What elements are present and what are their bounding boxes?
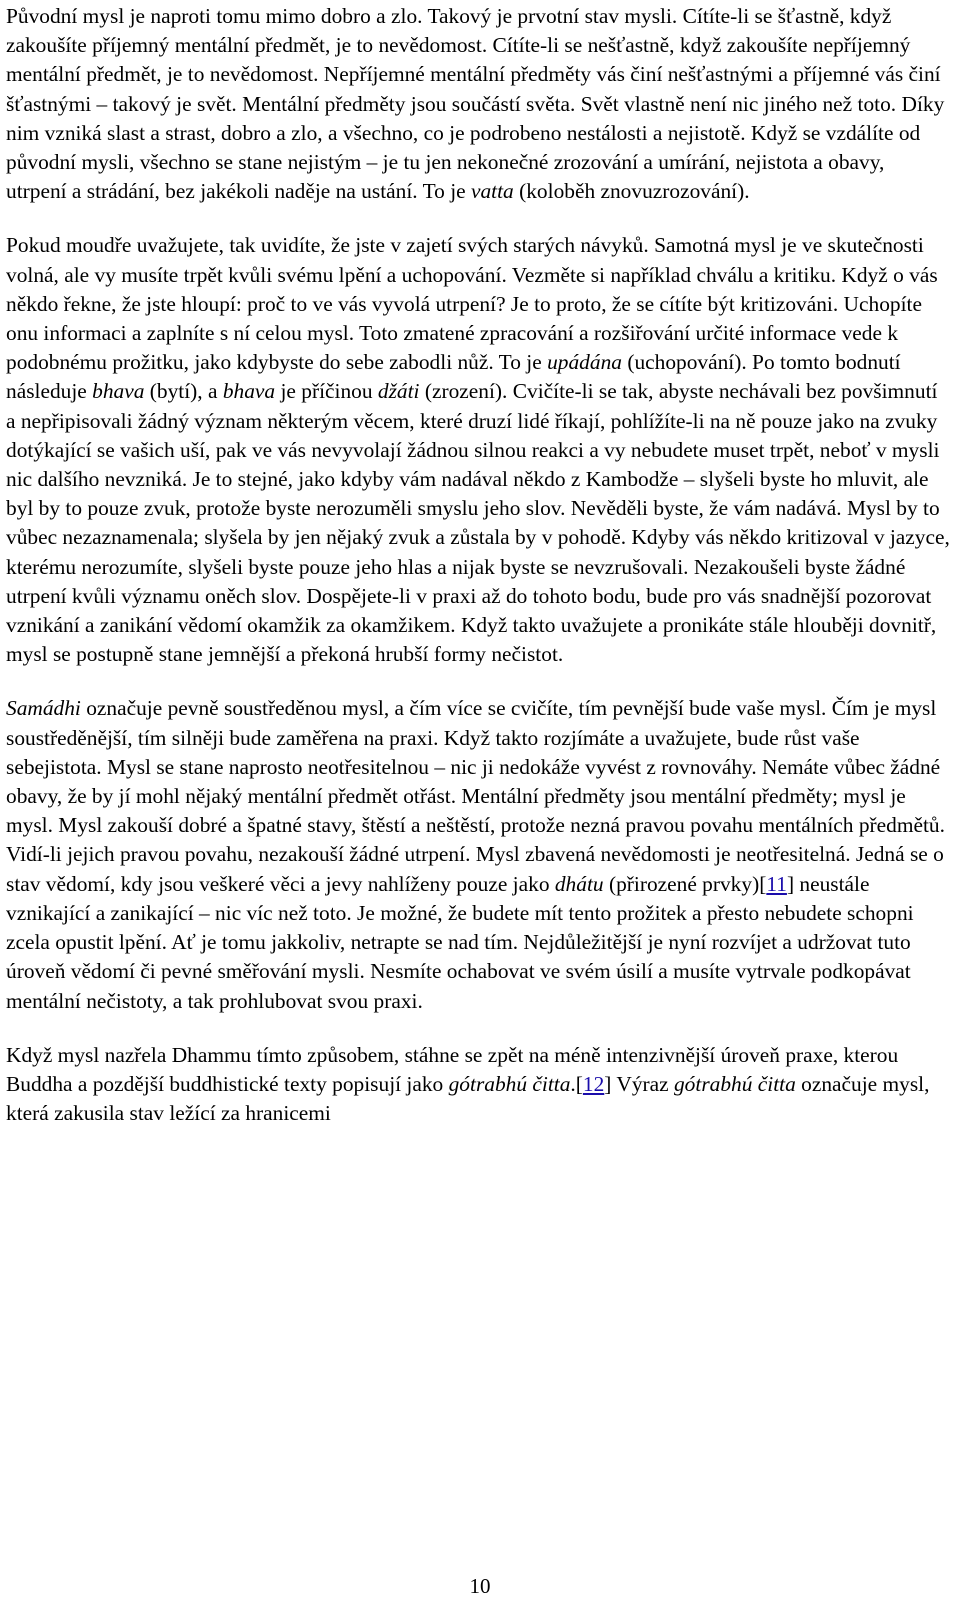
text-run: .[ [570, 1071, 583, 1096]
text-run: Pokud moudře uvažujete, tak uvidíte, že jste v zajetí svých starých návyků. Samotná mysl je ve skutečnosti volná, ale vy musíte trpět kvůli svému lpění a uchopování. Vezměte si například chválu a kritiku. Když o vás někdo řekne, že jste hloupí: proč to ve vás vyvolá utrpení? Je to proto, že se cítíte být kritizováni. Uchopíte onu informaci a zaplníte s ní celou mysl. Toto zmatené zpracování a rozšiřování určité informace vede k podobnému prožitku, jako kdybyste do sebe zabodli nůž. To je [6, 233, 938, 375]
text-run: Původní mysl je naproti tomu mimo dobro a zlo. Takový je prvotní stav mysli. Cítíte-li se šťastně, když zakoušíte příjemný mentální předmět, je to nevědomost. Cítíte-li se nešťastně, když zakoušíte nepříjemný mentální předmět, je to nevědomost. Nepříjemné mentální předměty vás činí nešťastnými a příjemné vás činí šťastnými – takový je svět. Mentální předměty jsou součástí světa. Svět vlastně není nic jiného než toto. Díky nim vzniká slast a strast, dobro a zlo, a všechno, co je podrobeno nestálosti a nejistotě. Když se vzdálíte od původní mysli, všechno se stane nejistým – je tu jen nekonečné zrozování a umírání, nejistota a obavy, utrpení a strádání, bez jakékoli naděje na ustání. To je [6, 4, 945, 204]
text-run: (bytí), a [144, 379, 223, 404]
footnote-link-12[interactable]: 12 [582, 1071, 605, 1096]
text-run: označuje mysl, která zakusila stav ležící za hranicemi [6, 1071, 930, 1126]
italic-term: bhava [222, 379, 276, 404]
italic-term: gótrabhú čitta [673, 1071, 796, 1096]
text-run: ] neustále vznikající a zanikající – nic víc než toto. Je možné, že budete mít tento prožitek a přesto nebudete schopni zcela opustit lpění. Ať je tomu jakkoliv, netrapte se nad tím. Nejdůležitější je nyní rozvíjet a udržovat tuto úroveň vědomí či pevné směřování mysli. Nesmíte ochabovat ve svém úsilí a musíte vytrvale podkopávat mentální nečistoty, a tak prohlubovat svou praxi. [6, 871, 914, 1013]
italic-term: Samádhi [6, 696, 81, 721]
text-run: (zrození). Cvičíte-li se tak, abyste nechávali bez povšimnutí a nepřipisovali žádný význam některým věcem, které druzí lidé říkají, pohlížíte-li na ně pouze jako na zvuky dotýkající se vašich uší, pak ve vás nevyvolají žádnou silnou reakci a vy nebudete muset trpět, neboť v mysli nic dalšího nevzniká. Je to stejné, jako kdyby vám nadával někdo z Kambodže – slyšeli byste ho mluvit, ale byl by to pouze zvuk, protože byste nerozuměli smyslu jeho slov. Nevěděli byste, že vám nadává. Mysl by to vůbec nezaznamenala; slyšela by jen nějaký zvuk a zůstala by v pohodě. Kdyby vás někdo kritizoval v jazyce, kterému nerozumíte, slyšeli byste pouze jeho hlas a nijak byste se nevzrušovali. Nezakoušeli byste žádné utrpení kvůli významu oněch slov. Dospějete-li v praxi až do tohoto bodu, bude pro vás snadnější pozorovat vznikání a zanikání vědomí okamžik za okamžikem. Když takto uvažujete a pronikáte stále hlouběji dovnitř, mysl se postupně stane jemnější a překoná hrubší formy nečistot. [6, 379, 950, 667]
text-run: Když mysl nazřela Dhammu tímto způsobem, stáhne se zpět na méně intenzivnější úroveň praxe, kterou Buddha a pozdější buddhistické texty popisují jako [6, 1042, 899, 1096]
italic-term: dhátu [554, 871, 604, 896]
page-number: 10 [469, 1574, 491, 1598]
italic-term: upádána [547, 350, 622, 375]
text-run: ] Výraz [604, 1071, 674, 1096]
footnote-link-11[interactable]: 11 [766, 871, 787, 896]
italic-term: džáti [377, 379, 420, 404]
text-run: označuje pevně soustředěnou mysl, a čím více se cvičíte, tím pevnější bude vaše mysl. Čím je mysl soustředěnější, tím silněji bude zaměřena na praxi. Když takto rozjímáte a uvažujete, bude růst vaše sebejistota. Mysl se stane naprosto neotřesitelnou – nic ji nedokáže vyvést z rovnováhy. Nemáte vůbec žádné obavy, že by jí mohl nějaký mentální předmět otřást. Mentální předměty jsou mentální předměty; mysl je mysl. Mysl zakouší dobré a špatné stavy, štěstí a neštěstí, protože nezná pravou povahu mentálních předmětů. Vidí-li jejich pravou povahu, nezakouší žádné utrpení. Mysl zbavená nevědomosti je neotřesitelná. Jedná se o stav vědomí, kdy jsou veškeré věci a jevy nahlíženy pouze jako [6, 696, 945, 896]
paragraph-1 [6, 2, 950, 206]
text-run: (koloběh znovuzrozování). [513, 179, 750, 204]
text-run: je příčinou [275, 379, 378, 404]
text-run: (uchopování). Po tomto bodnutí následuje [6, 350, 901, 404]
paragraph-3 [6, 694, 950, 1015]
paragraph-2 [6, 231, 950, 669]
italic-term: gótrabhú čitta [448, 1071, 571, 1096]
italic-term: vatta [470, 179, 514, 204]
italic-term: bhava [92, 379, 145, 404]
paragraph-4 [6, 1041, 950, 1129]
document-page [6, 0, 950, 1128]
text-run: (přirozené prvky)[ [603, 871, 767, 896]
